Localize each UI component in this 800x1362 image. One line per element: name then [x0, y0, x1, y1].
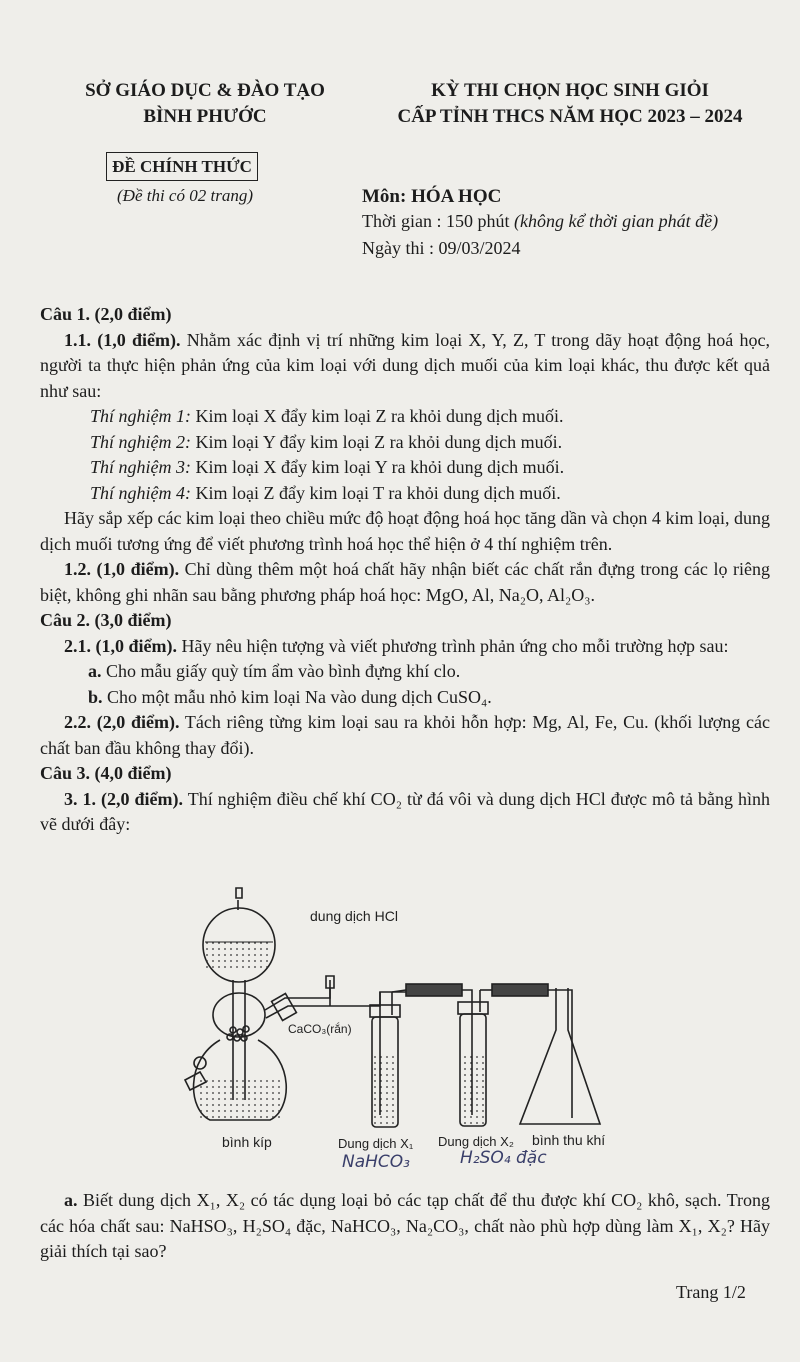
q1-2-text: Chỉ dùng thêm một hoá chất hãy nhận biết các chất rắn đựng trong các lọ riêng biệt, không ghi nhãn sau bằng phương pháp hoá học: MgO, Al, Na₂O, Al₂O₃. [40, 559, 771, 605]
apparatus-figure [180, 880, 630, 1180]
question-2-title: Câu 2. (3,0 điểm) [40, 610, 172, 630]
question-3-1-a [40, 1188, 770, 1265]
exam-body [40, 302, 770, 838]
experiment-2 [40, 430, 770, 456]
question-1-task: Hãy sắp xếp các kim loại theo chiều mức độ hoạt động hoá học tăng dần và chọn 4 kim loại, dung dịch muối tương ứng để viết phương trình hoá học thể hiện ở 4 thí nghiệm trên. [40, 508, 770, 554]
q2-1-text: Hãy nêu hiện tượng và viết phương trình phản ứng cho mỗi trường hợp sau: [176, 635, 729, 656]
question-2-2 [40, 710, 770, 761]
question-2-1 [40, 634, 770, 660]
question-2-1-b [40, 685, 770, 711]
experiment-1 [40, 404, 770, 430]
item-text: Cho mẫu giấy quỳ tím ẩm vào bình đựng khí clo. [101, 661, 461, 681]
experiment-label: Thí nghiệm 1: [90, 406, 191, 426]
experiment-label: Thí nghiệm 2: [90, 431, 191, 452]
q3-a-label: a. [64, 1190, 78, 1210]
q2-2-label: 2.2. (2,0 điểm). [64, 712, 180, 732]
x1-label: Dung dịch X₁ [338, 1136, 414, 1151]
experiment-text: Kim loại X đẩy kim loại Y ra khỏi dung dịch muối. [191, 457, 565, 477]
question-2-1-a [40, 659, 770, 685]
subject-line: Môn: HÓA HỌC [362, 186, 502, 207]
q3-1-text: Thí nghiệm điều chế khí CO₂ từ đá vôi và dung dịch HCl được mô tả bằng hình vẽ dưới đây: [40, 788, 771, 834]
experiment-text: Kim loại Y đẩy kim loại Z ra khỏi dung dịch muối. [191, 431, 563, 452]
x2-label: Dung dịch X₂ [438, 1134, 514, 1149]
time-note: (không kể thời gian phát đề) [514, 211, 719, 231]
handwritten-x1-note: NaHCO₃ [342, 1152, 410, 1172]
question-1-2 [40, 557, 770, 608]
kipp-label: bình kíp [222, 1134, 272, 1150]
q3-a-paragraph [40, 1188, 770, 1265]
q1-1-text: Nhằm xác định vị trí những kim loại X, Y, Z, T trong dãy hoạt động hoá học, người ta thực hiện phản ứng của kim loại với dung dịch muối của kim loại khác, thu được kết quả như sau: [40, 329, 770, 401]
q2-2-text: Tách riêng từng kim loại sau ra khỏi hỗn hợp: Mg, Al, Fe, Cu. (khối lượng các chất ban đầu không thay đổi). [40, 712, 771, 758]
question-1-1 [40, 328, 770, 405]
time-label: Thời gian : 150 phút [362, 211, 515, 231]
exam-title-line-2: CẤP TỈNH THCS NĂM HỌC 2023 – 2024 [397, 106, 743, 127]
q1-1-label: 1.1. (1,0 điểm). [64, 329, 181, 350]
page-number: Trang 1/2 [676, 1282, 746, 1302]
experiment-text: Kim loại Z đẩy kim loại T ra khỏi dung dịch muối. [191, 482, 561, 503]
department-line-2: BÌNH PHƯỚC [143, 106, 267, 127]
hcl-label: dung dịch HCl [310, 908, 398, 924]
department-header [60, 78, 350, 130]
exam-title-line-1: KỲ THI CHỌN HỌC SINH GIỎI [431, 80, 709, 101]
time-line [362, 211, 718, 232]
caco3-label: CaCO₃(rắn) [288, 1022, 352, 1036]
gas-collecting-flask [520, 988, 600, 1124]
experiment-label: Thí nghiệm 3: [90, 457, 191, 477]
question-1-title: Câu 1. (2,0 điểm) [40, 304, 172, 324]
experiment-label: Thí nghiệm 4: [90, 482, 191, 503]
q2-1-label: 2.1. (1,0 điểm). [64, 635, 177, 656]
item-text: Cho một mẫu nhỏ kim loại Na vào dung dịch CuSO₄. [102, 686, 492, 707]
experiment-text: Kim loại X đẩy kim loại Z ra khỏi dung dịch muối. [191, 406, 564, 426]
department-line-1: SỞ GIÁO DỤC & ĐÀO TẠO [85, 80, 325, 101]
experiment-3 [40, 455, 770, 481]
collector-label: bình thu khí [532, 1132, 606, 1148]
exam-date: Ngày thi : 09/03/2024 [362, 238, 521, 258]
item-label: b. [88, 686, 103, 707]
q3-1-label: 3. 1. (2,0 điểm). [64, 788, 184, 809]
experiment-4 [40, 481, 770, 507]
question-3-1 [40, 787, 770, 838]
q3-a-text: Biết dung dịch X₁, X₂ có tác dụng loại bỏ các tạp chất để thu được khí CO₂ khô, sạch. Trong các hóa chất sau: NaHSO₃, H₂SO₄ đặc, NaHCO₃, Na₂CO₃, chất nào phù hợp dùng làm X₁, X₂? Hãy giải thích tại sao? [40, 1190, 770, 1261]
question-3-title: Câu 3. (4,0 điểm) [40, 763, 172, 783]
q1-2-label: 1.2. (1,0 điểm). [64, 559, 180, 579]
item-label: a. [88, 661, 102, 681]
handwritten-x2-note: H₂SO₄ đặc [460, 1148, 547, 1168]
page-count-note: (Đề thi có 02 trang) [117, 186, 253, 205]
exam-header [360, 78, 780, 130]
washing-bottle-2 [458, 984, 572, 1126]
official-stamp-box: ĐỀ CHÍNH THỨC [106, 152, 258, 181]
washing-bottle-1 [370, 984, 472, 1127]
